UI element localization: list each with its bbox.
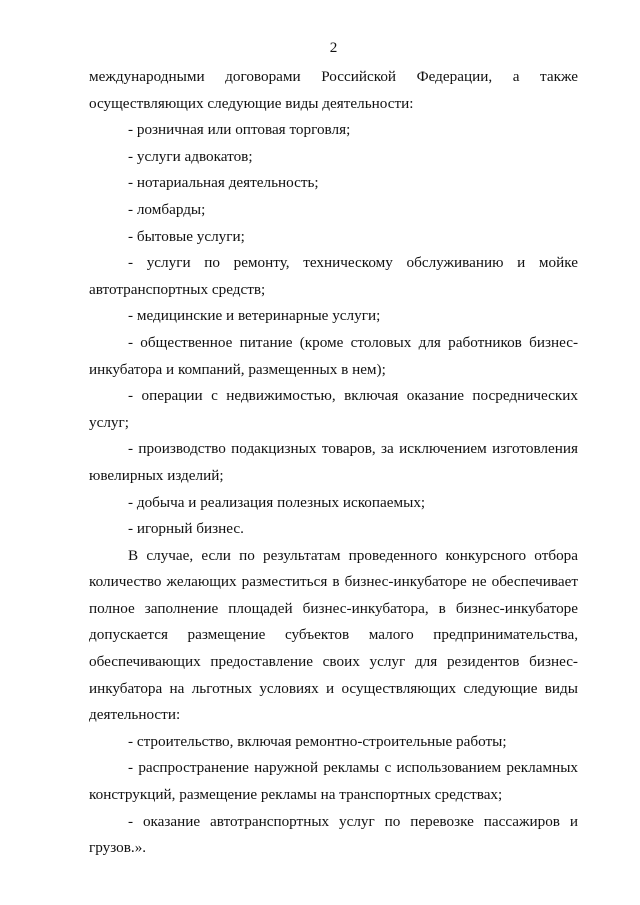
document-body	[89, 64, 578, 862]
page-number: 2	[329, 39, 338, 56]
list-item: - оказание автотранспортных услуг по перевозке пассажиров и грузов.».	[89, 812, 578, 857]
list-item: - розничная или оптовая торговля;	[128, 121, 351, 139]
list-item: - строительство, включая ремонтно-строительные работы;	[128, 732, 507, 750]
paragraph: В случае, если по результатам проведенного конкурсного отбора количество желающих разместиться в бизнес-инкубаторе не обеспечивает полное заполнение площадей бизнес-инкубатора, в бизнес-инкубаторе допускается размещение субъектов малого предпринимательства, обеспечивающих предоставление своих услуг для резидентов бизнес-инкубатора на льготных условиях и осуществляющих следующие виды деятельности:	[89, 546, 578, 724]
list-item: - медицинские и ветеринарные услуги;	[128, 307, 381, 325]
list-item: - добыча и реализация полезных ископаемых;	[128, 493, 426, 511]
list-item: - услуги адвокатов;	[128, 147, 253, 165]
list-item: - общественное питание (кроме столовых для работников бизнес-инкубатора и компаний, размещенных в нем);	[89, 333, 578, 378]
list-item: - производство подакцизных товаров, за исключением изготовления ювелирных изделий;	[89, 440, 578, 484]
paragraph: международными договорами Российской Федерации, а также осуществляющих следующие виды деятельности:	[89, 68, 578, 112]
list-item: - операции с недвижимостью, включая оказание посреднических услуг;	[89, 387, 578, 431]
list-item: - нотариальная деятельность;	[128, 174, 319, 192]
list-item: - услуги по ремонту, техническому обслуживанию и мойке автотранспортных средств;	[89, 254, 578, 298]
list-item: - бытовые услуги;	[128, 227, 245, 245]
list-item: - распространение наружной рекламы с использованием рекламных конструкций, размещение рекламы на транспортных средствах;	[89, 759, 578, 804]
list-item: - ломбарды;	[128, 200, 206, 218]
document-page	[89, 38, 578, 862]
list-item: - игорный бизнес.	[128, 520, 244, 538]
